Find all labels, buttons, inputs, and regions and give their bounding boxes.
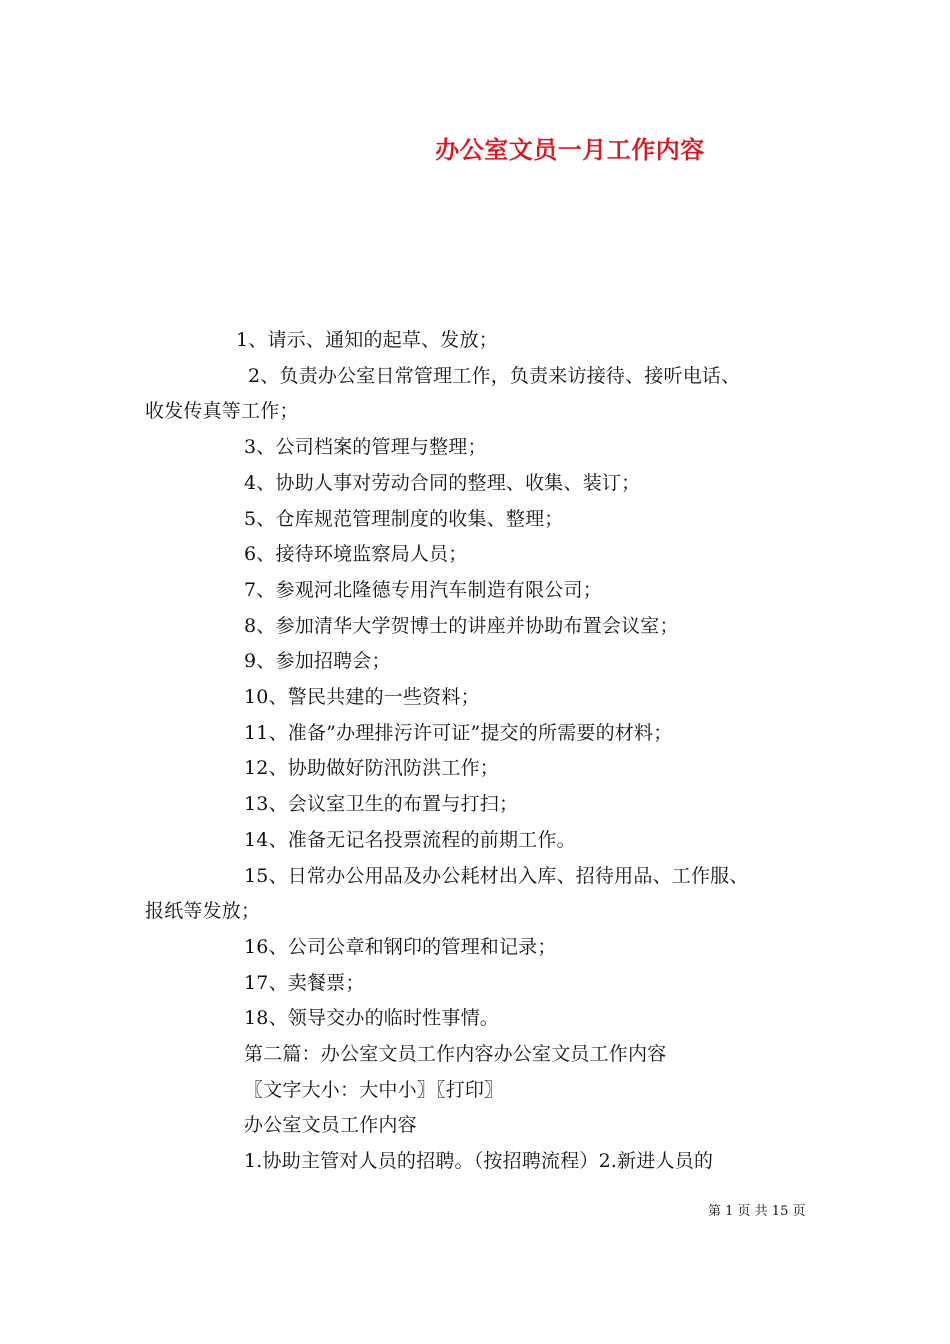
paragraph-line: 1.协助主管对人员的招聘。（按招聘流程）2.新进人员的 — [244, 1150, 714, 1173]
list-item: 10、警民共建的一些资料； — [244, 686, 480, 709]
list-item: 14、准备无记名投票流程的前期工作。 — [244, 828, 576, 851]
section-subtitle: 办公室文员工作内容 — [244, 1114, 417, 1137]
list-item: 1、请示、通知的起草、发放； — [236, 329, 498, 351]
list-item: 17、卖餐票； — [244, 971, 365, 994]
list-item: 2、负责办公室日常管理工作，负责来访接待、接听电话、 — [248, 364, 741, 387]
font-size-print-links: 〖文字大小：大中小〗〖打印〗 — [244, 1078, 504, 1101]
list-item: 11、准备”办理排污许可证”提交的所需要的材料； — [244, 721, 673, 744]
list-item-continuation: 报纸等发放； — [145, 900, 261, 923]
list-item: 3、公司档案的管理与整理； — [244, 436, 487, 459]
list-item: 5、仓库规范管理制度的收集、整理； — [244, 507, 564, 530]
document-body — [145, 323, 835, 1180]
list-item: 12、协助做好防汛防洪工作； — [244, 757, 499, 780]
list-item: 8、参加清华大学贺博士的讲座并协助布置会议室； — [244, 614, 679, 637]
document-title: 办公室文员一月工作内容 — [435, 135, 705, 164]
section-heading: 第二篇：办公室文员工作内容办公室文员工作内容 — [244, 1043, 667, 1066]
list-item: 4、协助人事对劳动合同的整理、收集、装订； — [244, 471, 641, 494]
list-item: 13、会议室卫生的布置与打扫； — [244, 793, 519, 816]
list-item: 16、公司公章和钢印的管理和记录； — [244, 935, 557, 958]
list-item: 7、参观河北隆德专用汽车制造有限公司； — [244, 578, 602, 601]
page-number-footer: 第 1 页 共 15 页 — [708, 1204, 806, 1219]
list-item: 15、日常办公用品及办公耗材出入库、招待用品、工作服、 — [244, 864, 749, 887]
list-item: 18、领导交办的临时性事情。 — [244, 1007, 499, 1030]
list-item-continuation: 收发传真等工作； — [145, 400, 299, 423]
list-item: 9、参加招聘会； — [244, 650, 391, 673]
list-item: 6、接待环境监察局人员； — [244, 543, 468, 566]
